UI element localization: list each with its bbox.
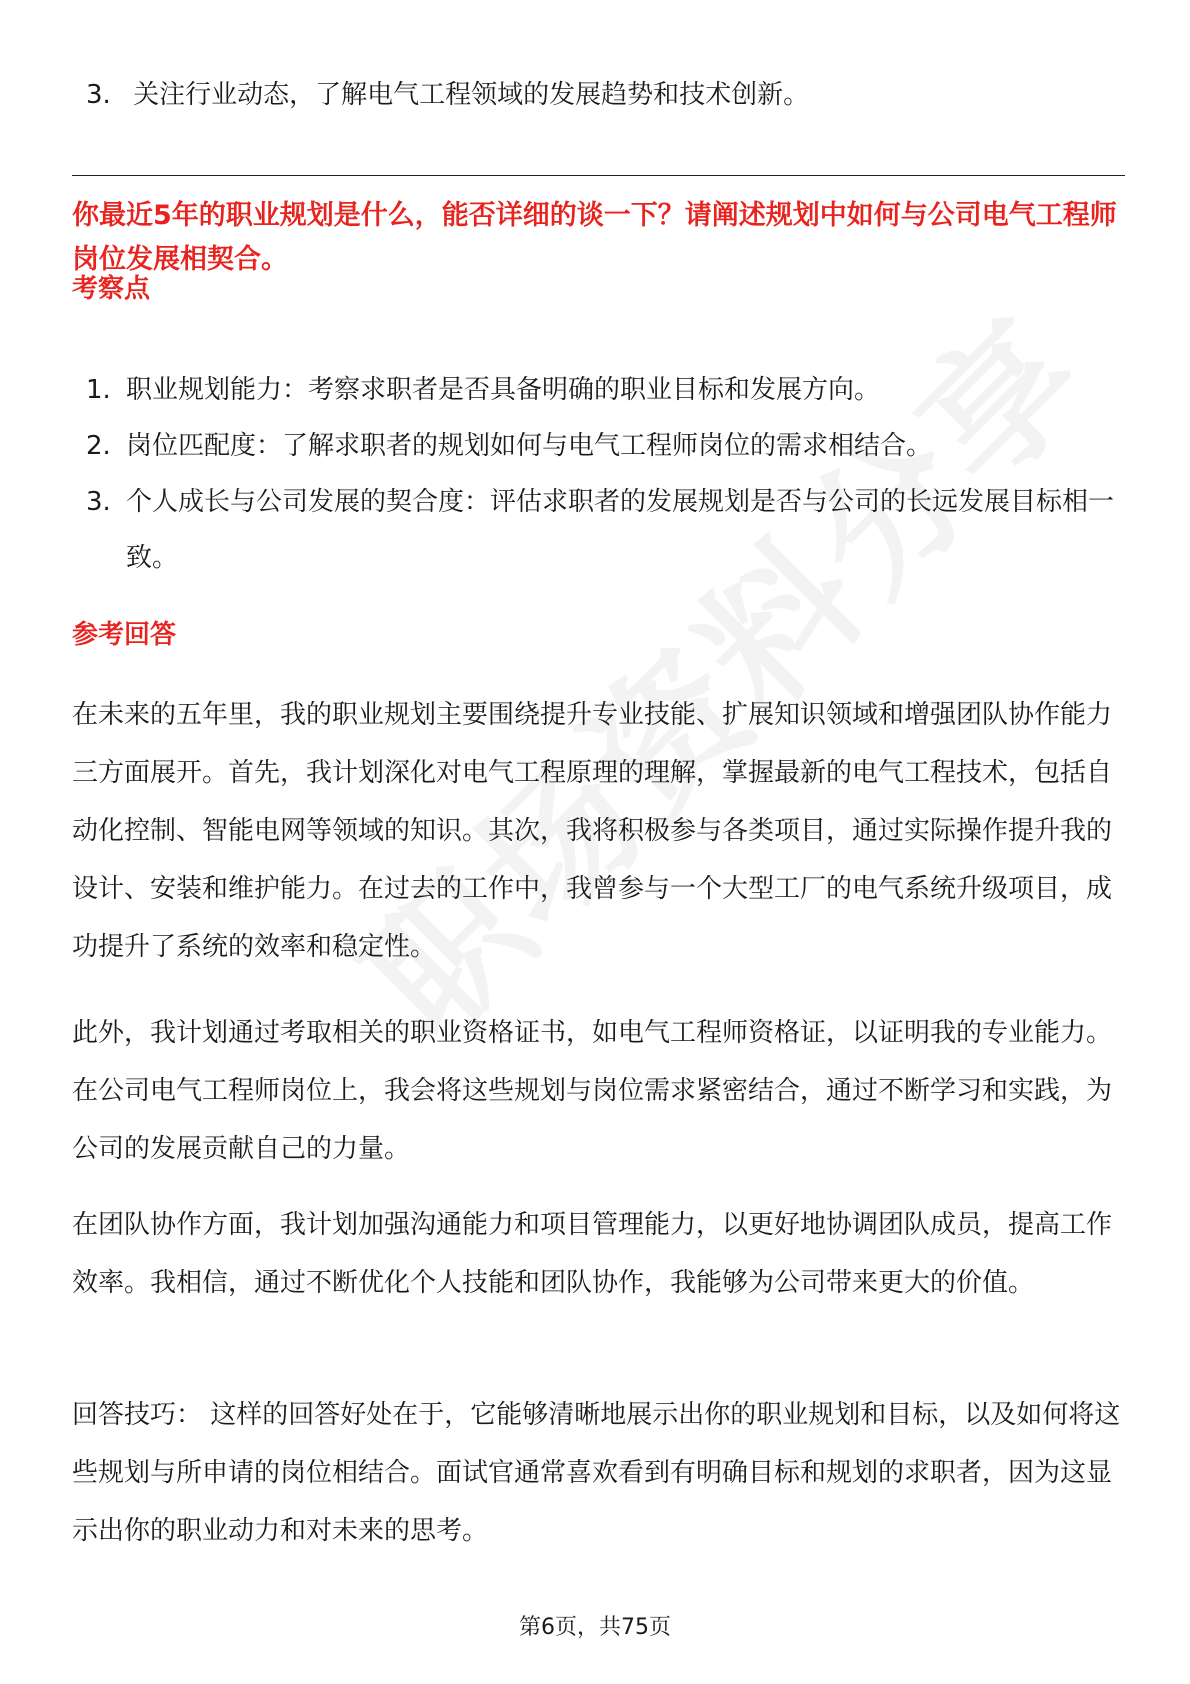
answer-paragraph: 在团队协作方面，我计划加强沟通能力和项目管理能力，以更好地协调团队成员，提高工作效率。我相信，通过不断优化个人技能和团队协作，我能够为公司带来更大的价值。 bbox=[72, 1210, 1113, 1298]
section-divider bbox=[72, 175, 1125, 176]
list-item-text: 关注行业动态，了解电气工程领域的发展趋势和技术创新。 bbox=[133, 80, 810, 110]
question-heading: 你最近5年的职业规划是什么，能否详细的谈一下？请阐述规划中如何与公司电气工程师岗位发展相契合。 bbox=[72, 200, 1117, 275]
list-item-number: 3. bbox=[86, 487, 111, 517]
list-item-text: 岗位匹配度：了解求职者的规划如何与电气工程师岗位的需求相结合。 bbox=[126, 431, 933, 461]
list-item-text: 个人成长与公司发展的契合度：评估求职者的发展规划是否与公司的长远发展目标相一致。 bbox=[126, 487, 1115, 573]
assessment-list bbox=[72, 362, 1125, 586]
answer-heading: 参考回答 bbox=[72, 620, 177, 650]
list-item-top bbox=[86, 72, 809, 118]
page-number: 第6页，共75页 bbox=[519, 1615, 671, 1640]
list-item-number: 2. bbox=[86, 431, 111, 461]
answer-paragraph: 此外，我计划通过考取相关的职业资格证书，如电气工程师资格证，以证明我的专业能力。在公司电气工程师岗位上，我会将这些规划与岗位需求紧密结合，通过不断学习和实践，为公司的发展贡献自己的力量。 bbox=[72, 1018, 1113, 1164]
answer-paragraph: 在未来的五年里，我的职业规划主要围绕提升专业技能、扩展知识领域和增强团队协作能力三方面展开。首先，我计划深化对电气工程原理的理解，掌握最新的电气工程技术，包括自动化控制、智能电网等领域的知识。其次，我将积极参与各类项目，通过实际操作提升我的设计、安装和维护能力。在过去的工作中，我曾参与一个大型工厂的电气系统升级项目，成功提升了系统的效率和稳定性。 bbox=[72, 700, 1113, 962]
list-item-text: 职业规划能力：考察求职者是否具备明确的职业目标和发展方向。 bbox=[126, 375, 881, 405]
list-item bbox=[72, 362, 1125, 418]
list-item-number: 3. bbox=[86, 80, 111, 110]
assessment-heading: 考察点 bbox=[72, 274, 151, 304]
list-item-number: 1. bbox=[86, 375, 111, 405]
answer-tips-paragraph: 回答技巧： 这样的回答好处在于，它能够清晰地展示出你的职业规划和目标，以及如何将这些规划与所申请的岗位相结合。面试官通常喜欢看到有明确目标和规划的求职者，因为这显示出你的职业动力和对未来的思考。 bbox=[72, 1400, 1121, 1546]
list-item bbox=[72, 474, 1125, 586]
list-item bbox=[72, 418, 1125, 474]
